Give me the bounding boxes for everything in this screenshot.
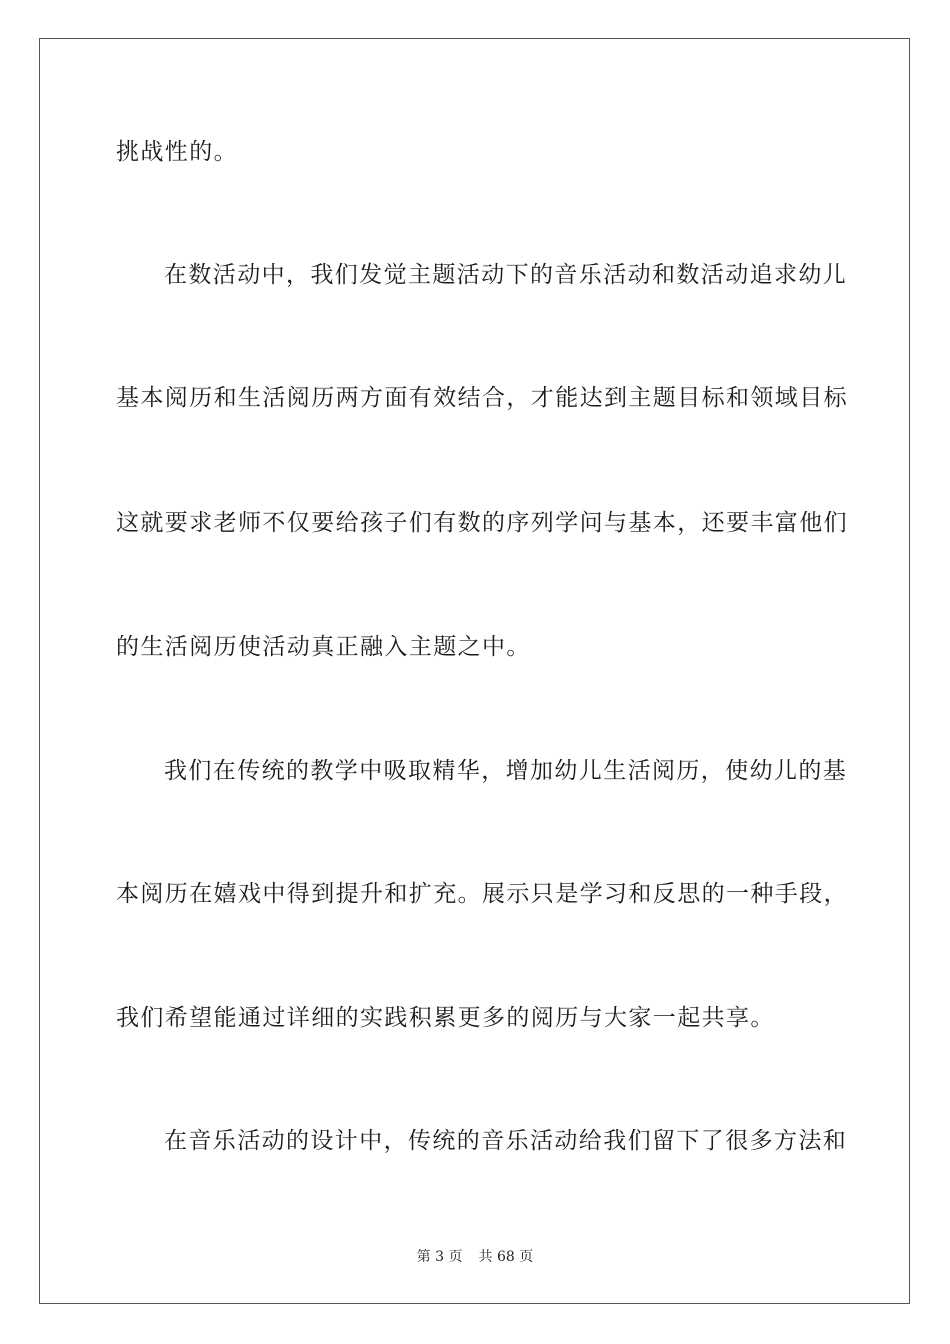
page-number: 第 3 页 bbox=[416, 1249, 463, 1265]
paragraph-start-line-6: 我们在传统的教学中吸取精华，增加幼儿生活阅历，使幼儿的基 bbox=[164, 758, 848, 784]
page-footer bbox=[0, 1248, 950, 1266]
text-line-7: 本阅历在嬉戏中得到提升和扩充。展示只是学习和反思的一种手段， bbox=[116, 881, 848, 907]
total-pages: 共 68 页 bbox=[478, 1249, 534, 1265]
text-line-4: 这就要求老师不仅要给孩子们有数的序列学问与基本，还要丰富他们 bbox=[116, 510, 848, 536]
text-line-3: 基本阅历和生活阅历两方面有效结合，才能达到主题目标和领域目标 bbox=[116, 385, 848, 411]
paragraph-start-line-2: 在数活动中，我们发觉主题活动下的音乐活动和数活动追求幼儿 bbox=[164, 262, 848, 288]
text-line-5: 的生活阅历使活动真正融入主题之中。 bbox=[116, 634, 531, 660]
text-line-8: 我们希望能通过详细的实践积累更多的阅历与大家一起共享。 bbox=[116, 1005, 775, 1031]
page-border bbox=[39, 38, 910, 1304]
text-line-1: 挑战性的。 bbox=[116, 139, 238, 165]
paragraph-start-line-9: 在音乐活动的设计中，传统的音乐活动给我们留下了很多方法和 bbox=[164, 1128, 848, 1154]
